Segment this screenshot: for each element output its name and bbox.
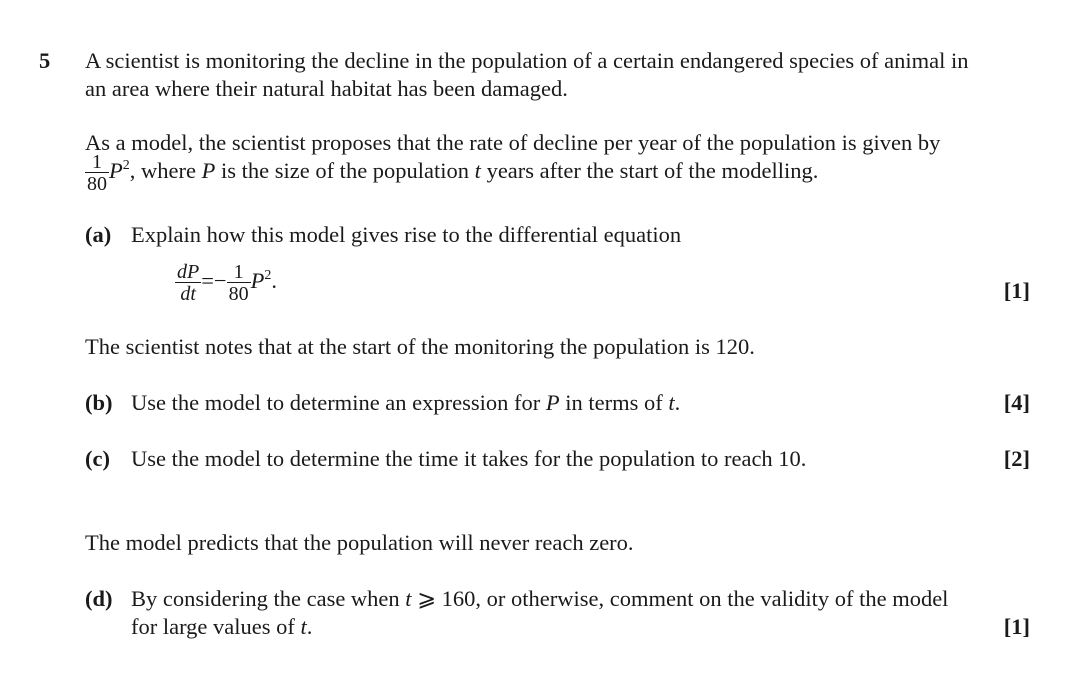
model-text: years after the start of the modelling. <box>480 158 819 184</box>
part-c-label: (c) <box>85 446 110 471</box>
equation-variable: P <box>250 268 265 294</box>
part-b-text <box>131 389 680 417</box>
equation-numerator: 1 <box>233 261 244 283</box>
part-c-marks: [2] <box>1003 446 1030 471</box>
part-d-text-b: ⩾ 160, or otherwise, comment on the validity of the model <box>411 586 949 611</box>
rate-variable: P <box>109 158 123 184</box>
model-text: is the size of the population <box>215 158 475 184</box>
rate-fraction <box>85 152 109 194</box>
part-c-text: Use the model to determine the time it takes for the population to reach 10. <box>131 446 807 471</box>
part-b-text-b: in terms of <box>559 390 669 415</box>
intro-line-1: A scientist is monitoring the decline in the population of a certain endangered species of animal in <box>85 48 969 73</box>
part-d-marks: [1] <box>1003 614 1030 639</box>
part-d-text-a: By considering the case when <box>131 586 406 611</box>
part-b-label: (b) <box>85 390 113 415</box>
differential-equation <box>175 262 277 304</box>
rate-numerator: 1 <box>92 151 102 173</box>
model-var-t: t <box>474 158 481 184</box>
equals-minus: =− <box>201 268 227 294</box>
model-line-2 <box>85 152 818 194</box>
part-d-text-d: . <box>306 614 313 639</box>
part-d-line-1 <box>131 585 948 613</box>
note-never-zero: The model predicts that the population will never reach zero. <box>85 530 634 555</box>
part-b-var-t: t <box>668 390 675 415</box>
part-d-text-c: for large values of <box>131 614 301 639</box>
part-a-marks: [1] <box>1003 278 1030 303</box>
equation-end: . <box>271 268 277 294</box>
derivative-fraction <box>175 262 201 304</box>
part-d-var-t2: t <box>300 614 307 639</box>
model-line-1: As a model, the scientist proposes that the rate of decline per year of the population is given by <box>85 130 941 155</box>
question-number: 5 <box>39 48 51 73</box>
equation-exponent: 2 <box>264 268 272 284</box>
derivative-numerator: dP <box>177 261 200 283</box>
part-a-text: Explain how this model gives rise to the differential equation <box>131 222 682 247</box>
rate-exponent: 2 <box>122 158 130 174</box>
equation-denominator: 80 <box>228 283 249 305</box>
part-b-text-c: . <box>674 390 681 415</box>
model-var-p: P <box>201 158 216 184</box>
part-d-var-t: t <box>405 586 412 611</box>
part-a-label: (a) <box>85 222 112 247</box>
part-d-label: (d) <box>85 586 113 611</box>
equation-fraction <box>227 262 251 304</box>
part-b-text-a: Use the model to determine an expression for <box>131 390 546 415</box>
rate-denominator: 80 <box>87 173 107 195</box>
note-initial-population: The scientist notes that at the start of the monitoring the population is 120. <box>85 334 755 359</box>
derivative-denominator: dt <box>175 282 201 304</box>
part-b-marks: [4] <box>1003 390 1030 415</box>
part-b-var-p: P <box>545 390 560 415</box>
intro-line-2: an area where their natural habitat has been damaged. <box>85 76 568 101</box>
model-text: , where <box>129 158 202 184</box>
part-d-line-2 <box>131 613 312 641</box>
